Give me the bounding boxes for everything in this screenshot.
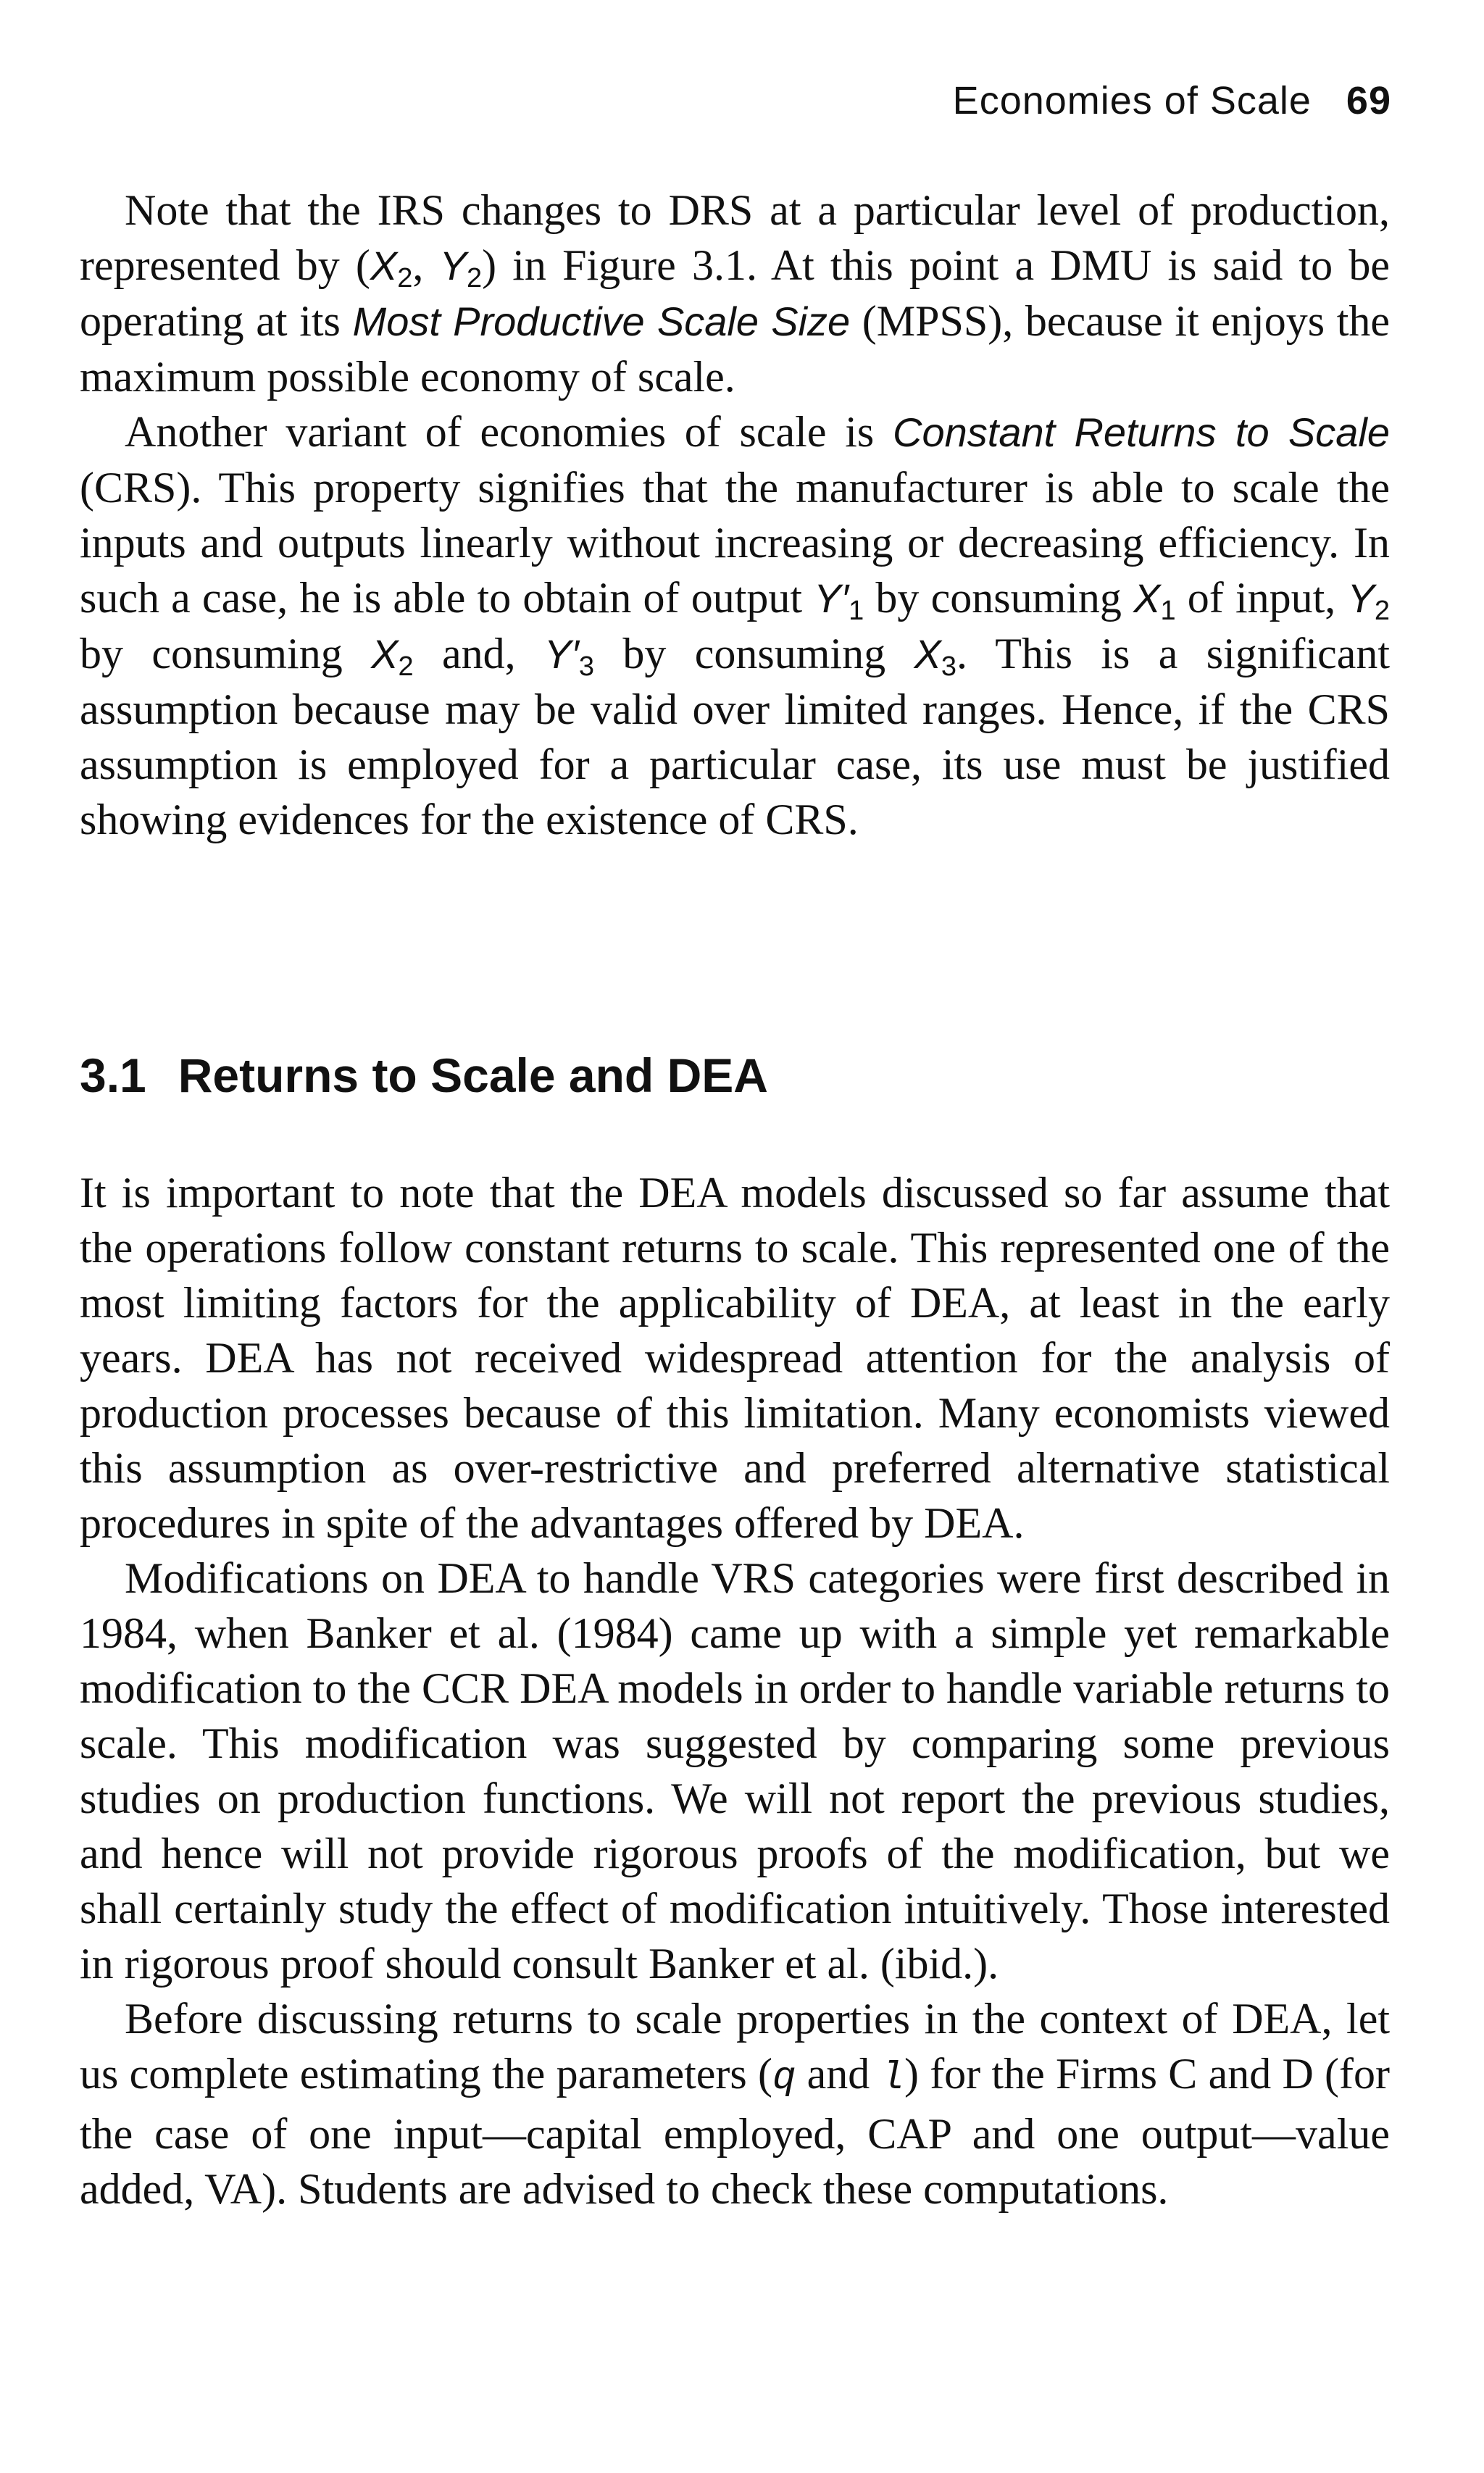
running-head: [953, 78, 1391, 123]
text-run: (CRS). This property signifies that the manufacturer is able to scale the inputs and outputs linearly without increasing or decreasing efficiency. In such a case, he is able to obtain of output: [80, 464, 1390, 622]
paragraph-vrs-modification: Modifications on DEA to handle VRS categories were first described in 1984, when Banker et al. (1984) came up with a simple yet remarkable modification to the CCR DEA models in order to handle variable returns to scale. This modification was suggested by comparing some previous studies on production functions. We will not report the previous studies, and hence will not provide rigorous proofs of the modification, but we shall certainly study the effect of modification intuitively. Those interested in rigorous proof should consult Banker et al. (ibid.).: [80, 1554, 1390, 1988]
text-run: of input,: [1175, 574, 1348, 622]
term-mpss: Most Productive Scale Size: [352, 299, 851, 344]
text-run: and,: [413, 630, 544, 677]
math-x1: $X_1$: [1133, 575, 1176, 626]
text-run: (MPSS), because it enjoys the maximum possible economy of scale.: [80, 297, 1390, 401]
text-run: . This is a significant assumption because may be valid over limited ranges. Hence, if the CRS assumption is employed for a particular case, its use must be justified showing evidences for the existence of CRS.: [80, 630, 1390, 843]
text-run: ) in Figure 3.1. At this point a DMU is said to be operating at its: [80, 241, 1391, 345]
text-run: ,: [412, 241, 440, 289]
section-text-block: [80, 1165, 1390, 2216]
text-run: by consuming: [594, 630, 914, 677]
math-y2: $Y_2$: [439, 243, 483, 293]
text-run: and: [796, 2050, 881, 2098]
paragraph-parameters: [80, 1991, 1390, 2216]
math-x2: $X_2$: [370, 243, 413, 293]
paragraph-mpss: [80, 183, 1390, 404]
text-run: ) for the Firms C and D (for the case of one input—capital employed, CAP and one output—value added, VA). Students are advised to check these computations.: [80, 2050, 1390, 2213]
section-title: Returns to Scale and DEA: [178, 1048, 768, 1102]
paragraph-crs: [80, 404, 1390, 847]
math-x3: $X_3$: [914, 631, 956, 682]
page-number: 69: [1346, 79, 1391, 122]
running-head-title: Economies of Scale: [952, 79, 1312, 122]
math-q: q: [772, 2056, 796, 2101]
math-y3-prime: $Y'_3$: [544, 631, 594, 682]
math-x2: $X_2$: [371, 631, 414, 682]
text-run: Note that the IRS changes to DRS at a particular level of production, represented by (: [80, 186, 1390, 289]
intro-text-block: [80, 183, 1390, 847]
text-run: Before discussing returns to scale properties in the context of DEA, let us complete estimating the parameters (: [80, 1995, 1390, 2098]
text-run: by consuming: [80, 630, 372, 677]
math-l: l: [880, 2056, 904, 2101]
section-number: 3.1: [80, 1048, 146, 1102]
text-run: by consuming: [864, 574, 1134, 622]
text-run: Another variant of economies of scale is: [125, 408, 893, 456]
paragraph-crs-limitation: It is important to note that the DEA models discussed so far assume that the operations follow constant returns to scale. This represented one of the most limiting factors for the applicability of DEA, at least in the early years. DEA has not received widespread attention for the analysis of production processes because of this limitation. Many economists viewed this assumption as over-restrictive and preferred alternative statistical procedures in spite of the advantages offered by DEA.: [80, 1169, 1390, 1547]
term-crs: Constant Returns to Scale: [893, 409, 1391, 455]
math-y2: $Y_2$: [1347, 575, 1390, 626]
math-y1-prime: $Y'_1$: [814, 575, 864, 626]
section-heading: [80, 1048, 768, 1103]
